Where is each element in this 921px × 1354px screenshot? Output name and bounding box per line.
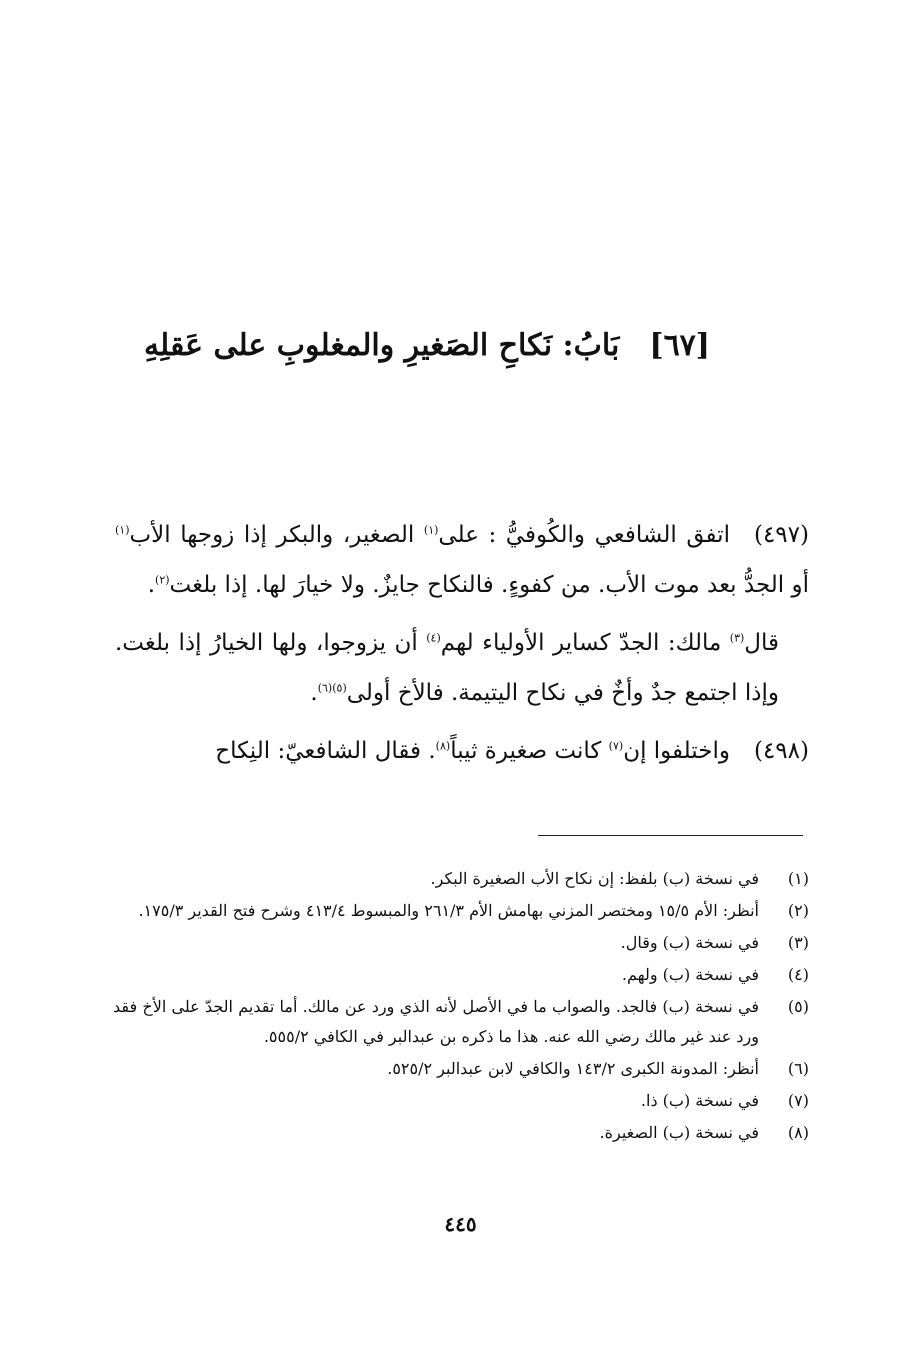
footnote	[113, 928, 809, 958]
text-segment: قال	[744, 630, 779, 656]
footnote-ref: (٢)	[155, 573, 170, 587]
footnote-text: أنظر: الأم ١٥/٥ ومختصر المزني بهامش الأم ٢٦١/٣ والمبسوط ٤١٣/٤ وشرح فتح القدير ١٧٥/٣.	[138, 901, 759, 920]
text-segment: اتفق الشافعي والكُوفيُّ : على	[438, 522, 730, 548]
text-segment: كانت صغيرة ثيباً	[450, 738, 609, 764]
footnote	[113, 896, 809, 926]
footnote	[113, 992, 809, 1052]
footnote-number: (٨)	[787, 1123, 809, 1142]
footnote-number: (٧)	[787, 1091, 809, 1110]
footnote-text: في نسخة (ب) ذا.	[640, 1091, 759, 1110]
footnote	[113, 1118, 809, 1148]
footnote-text: في نسخة (ب) الصغيرة.	[599, 1123, 759, 1142]
footnote-ref: (١)	[115, 523, 130, 537]
footnote-text: أنظر: المدونة الكبرى ١٤٣/٢ والكافي لابن عبدالبر ٥٢٥/٢.	[387, 1059, 759, 1078]
footnote-text: في نسخة (ب) بلفظ: إن نكاح الأب الصغيرة البكر.	[430, 869, 759, 888]
footnote-number: (١)	[787, 869, 809, 888]
text-segment: أو الجدُّ بعد موت الأب. من كفوءٍ. فالنكاح جايزٌ. ولا خيارَ لها. إذا بلغت	[169, 572, 809, 598]
paragraph-malik	[115, 618, 809, 718]
footnote-number: (٥)	[787, 997, 809, 1016]
footnote-number: (٦)	[787, 1059, 809, 1078]
footnote-ref: (١)	[423, 523, 439, 537]
footnote	[113, 960, 809, 990]
text-segment: .	[310, 680, 318, 706]
footnote-ref: (٧)	[608, 739, 624, 753]
footnote-ref: (٥)	[332, 681, 347, 695]
footnote-ref: (٤)	[426, 631, 441, 645]
footnote-number: (٣)	[787, 933, 809, 952]
main-text	[115, 510, 809, 784]
footnote-ref: (٨)	[435, 739, 451, 753]
footnote	[113, 1086, 809, 1116]
chapter-heading	[120, 326, 710, 366]
text-segment: واختلفوا إن	[623, 738, 730, 764]
footnote-text: في نسخة (ب) فالجد. والصواب ما في الأصل لأنه الذي ورد عن مالك. أما تقديم الجدّ على الأخ فقد ورد عند غير مالك رضي الله عنه. هذا ما ذكره بن عبدالبر في الكافي ٥٥٥/٢.	[113, 997, 759, 1046]
text-segment: الصغير، والبكر إذا زوجها الأب	[129, 522, 424, 548]
footnote-ref: (٦)	[317, 681, 333, 695]
text-segment: .	[147, 572, 156, 598]
footnote-divider	[538, 835, 803, 836]
footnote	[113, 1054, 809, 1084]
paragraph-498	[115, 726, 809, 776]
paragraph-497	[115, 510, 809, 610]
paragraph-number: (٤٩٧)	[753, 522, 809, 548]
footnote	[113, 864, 809, 894]
footnote-text: في نسخة (ب) وقال.	[620, 933, 759, 952]
chapter-title: بَابُ: نَكاحِ الصَغيرِ والمغلوبِ على عَقلِهِ	[143, 328, 620, 363]
footnote-number: (٤)	[787, 965, 809, 984]
footnotes	[113, 864, 809, 1150]
text-segment: مالك: الجدّ كساير الأولياء لهم	[440, 630, 730, 656]
page-number: ٤٤٥	[444, 1212, 477, 1236]
text-segment: . فقال الشافعيّ: النِكاح	[215, 738, 436, 764]
footnote-number: (٢)	[787, 901, 809, 920]
footnote-ref: (٣)	[729, 631, 745, 645]
text-segment: أن يزوجوا، ولها الخيارُ إذا بلغت. وإذا اجتمع جدٌ وأخٌ في نكاح اليتيمة. فالأخ أولى	[115, 630, 779, 706]
paragraph-number: (٤٩٨)	[753, 738, 809, 764]
chapter-number: [٦٧]	[649, 328, 710, 363]
footnote-text: في نسخة (ب) ولهم.	[621, 965, 759, 984]
